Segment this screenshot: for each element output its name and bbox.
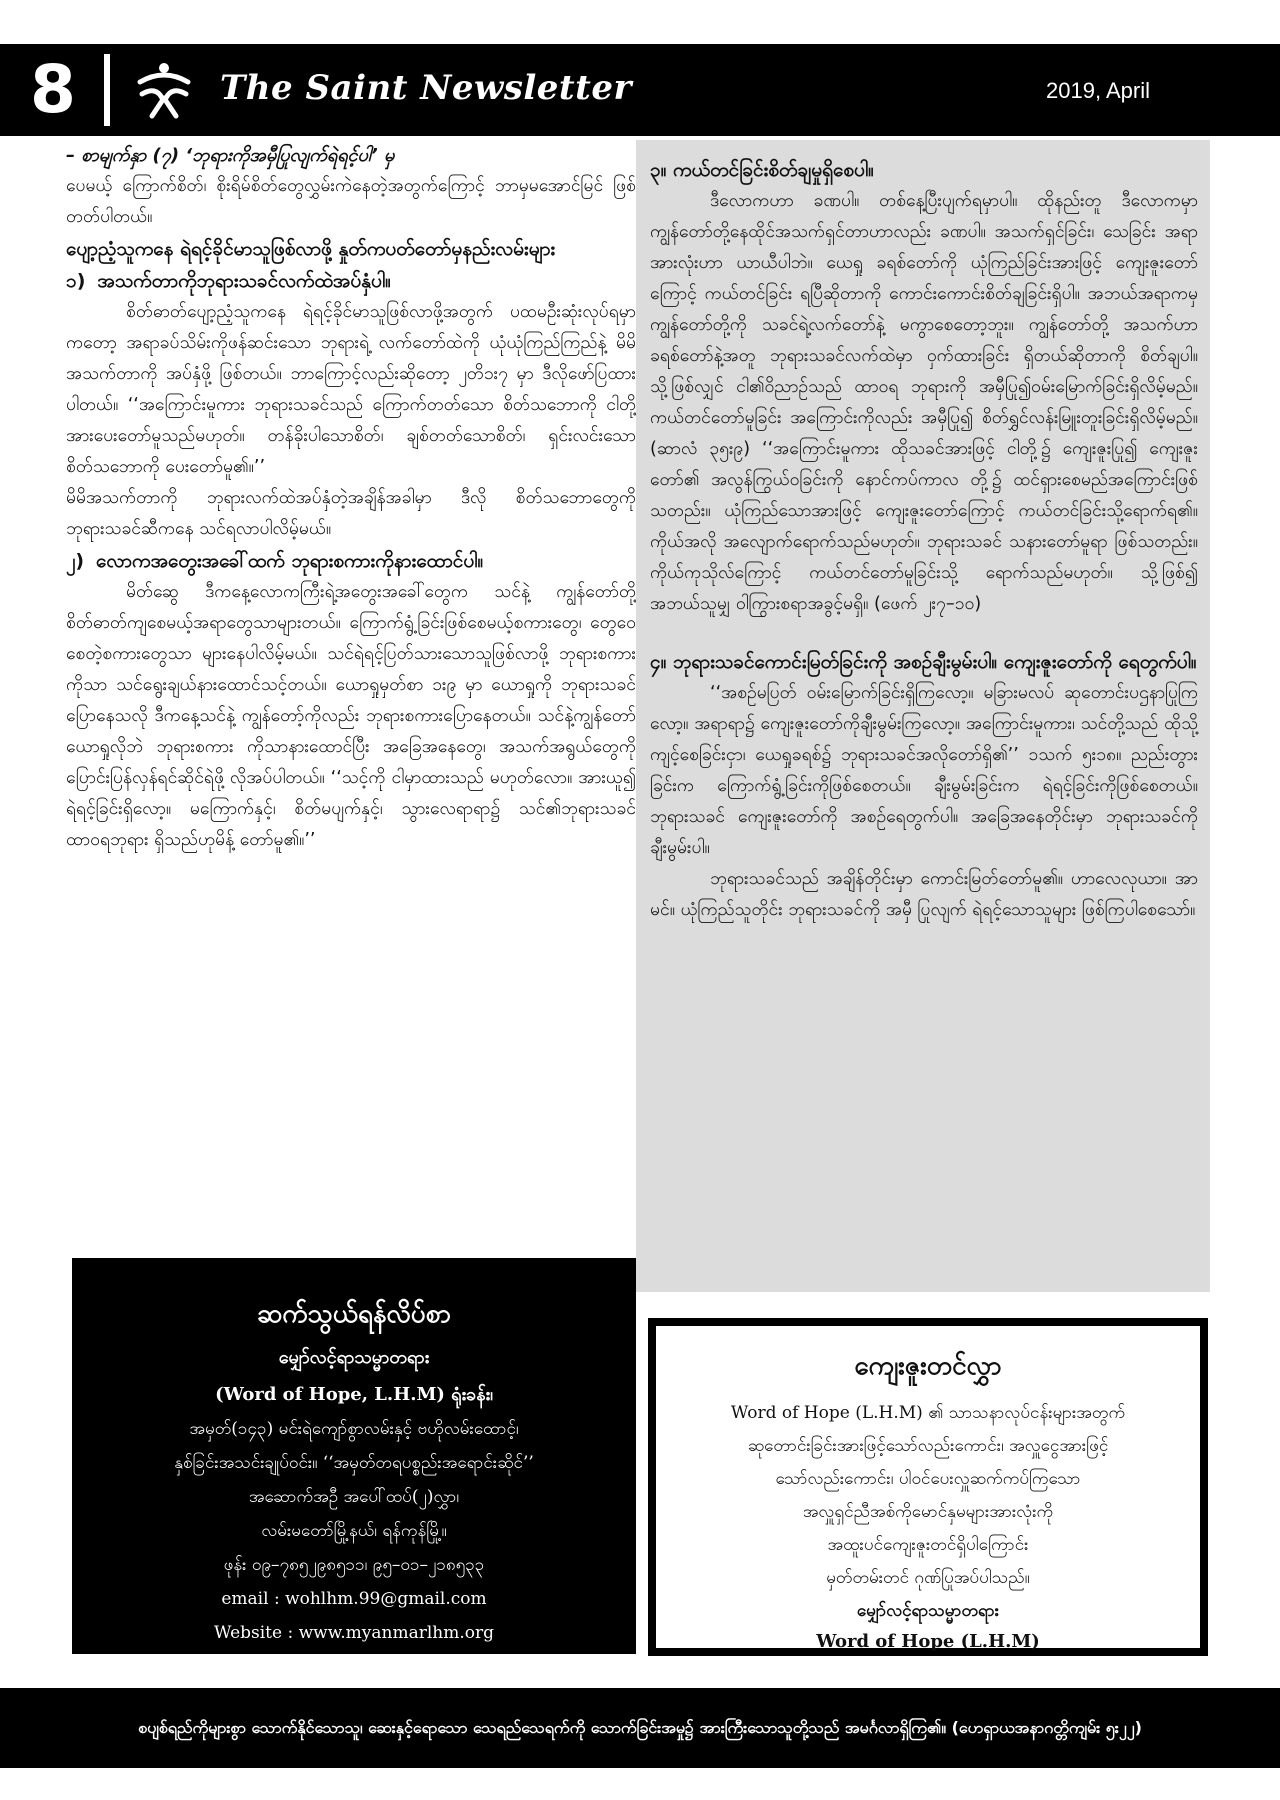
- section-2-paragraph: မိတ်ဆွေ ဒီကနေ့လောကကြီးရဲ့အတွေးအခေါ်တွေက သင်နဲ့ ကျွန်တော်တို့ စိတ်ဓာတ်ကျစေမယ့်အရာတွေသာများတယ်။ ကြောက်ရွံ့ခြင်းဖြစ်စေမယ့်စကားတွေ၊ တွေဝေစေတဲ့စကားတွေသာ များနေပါလိမ့်မယ်။ သင်ရဲရင့်ပြတ်သားသောသူဖြစ်လာဖို့ ဘုရားစကား ကိုသာ သင်ရွေးချယ်နားထောင်သင့်တယ်။ ယောရှုမှတ်စာ ၁း၉ မှာ ယောရှုကို ဘုရားသခင်ပြောနေသလို ဒီကနေ့သင်နဲ့ ကျွန်တော့်ကိုလည်း ဘုရားစကားပြောနေတယ်။ သင်နဲ့ကျွန်တော် ယောရှုလိုဘဲ ဘုရားစကား ကိုသာနားထောင်ပြီး အခြေအနေတွေ၊ အသက်အရွယ်တွေကို ပြောင်းပြန်လှန်ရင်ဆိုင်ရဲဖို့ လိုအပ်ပါတယ်။ ‘‘သင့်ကို ငါမှာထားသည် မဟုတ်လော။ အားယူ၍ ရဲရင့်ခြင်းရှိလော့။ မကြောက်နှင့်၊ စိတ်မပျက်နှင့်၊ သွားလေရာရာ၌ သင်၏ဘုရားသခင်ထာဝရဘုရား ရှိသည်ဟုမိန့် တော်မူ၏။’’: [66, 582, 636, 850]
- section-1-number: ၁): [66, 270, 86, 292]
- contact-org: မျှော်လင့်ရာသမ္မာတရား: [278, 1347, 430, 1368]
- newsletter-name: The Saint Newsletter: [220, 68, 632, 108]
- section-1-heading: [66, 265, 636, 297]
- contact-phone: ဖုန်း ၀၉–၇၈၅၂၉၈၅၁၁၊ ၉၅–၀၁–၂၁၈၅၃၃: [223, 1555, 485, 1575]
- thank-you-box: [648, 1318, 1208, 1656]
- section-4-paragraph: ‘‘အစဉ်မပြတ် ဝမ်းမြောက်ခြင်းရှိကြလော့။ မခြားမလပ် ဆုတောင်းပဌနာပြုကြလော့။ အရာရာ၌ ကျေးဇူးတော်ကိုချီးမွမ်းကြလော့။ အကြောင်းမူကား၊ သင်တို့သည် ထိုသို့ကျင့်စေခြင်းငှာ၊ ယေရှုခရစ်၌ ဘုရားသခင်အလိုတော်ရှိ၏’’ ၁သက် ၅း၁၈။ ညည်းတွားခြင်းက ကြောက်ရွံ့ခြင်းကိုဖြစ်စေတယ်။ ချီးမွမ်းခြင်းက ရဲရင့်ခြင်းကိုဖြစ်စေတယ်။ ဘုရားသခင် ကျေးဇူးတော်ကို အစဉ်ရေတွက်ပါ။ အခြေအနေတိုင်းမှာ ဘုရားသခင်ကိုချီးမွမ်းပါ။: [650, 683, 1198, 858]
- thanks-line: ဆုတောင်းခြင်းအားဖြင့်သော်လည်းကောင်း၊ အလှူငွေအားဖြင့်: [747, 1436, 1109, 1456]
- thanks-title: ကျေးဇူးတင်လွှာ: [854, 1351, 1002, 1381]
- thanks-line: အလှူရှင်ညီအစ်ကိုမောင်နှမများအားလုံးကို: [802, 1502, 1054, 1522]
- page-header: [0, 44, 1280, 136]
- footer-quote-bar: [0, 1688, 1280, 1768]
- contact-title: ဆက်သွယ်ရန်လိပ်စာ: [257, 1299, 451, 1329]
- thanks-line: သော်လည်းကောင်း၊ ပါဝင်ပေးလှူဆက်ကပ်ကြသော: [775, 1469, 1081, 1489]
- thanks-line: Word of Hope (L.H.M) ၏ သာသနာလုပ်ငန်းများအတွက်: [730, 1403, 1126, 1423]
- section-3-paragraph: ဒီလောကဟာ ခဏပါ။ တစ်နေ့ပြီးပျက်ရမှာပါ။ ထိုနည်းတူ ဒီလောကမှာ ကျွန်တော်တို့နေထိုင်အသက်ရှင်တာဟာလည်း ခဏပါ။ အသက်ရှင်ခြင်း၊ သေခြင်း အရာအားလုံးဟာ ယာယီပါဘဲ။ ယေရှု ခရစ်တော်ကို ယုံကြည်ခြင်းအားဖြင့် ကျေးဇူးတော်ကြောင့် ကယ်တင်ခြင်း ရပြီဆိုတာကို ကောင်းကောင်းစိတ်ချခြင်းရှိပါ။ အဘယ်အရာကမှ ကျွန်တော်တို့ကို သခင်ရဲ့လက်တော်နဲ့ မကွာစေတော့ဘူး။ ကျွန်တော်တို့ အသက်ဟာ ခရစ်တော်နဲ့အတူ ဘုရားသခင်လက်ထဲမှာ ဝှက်ထားခြင်း ရှိတယ်ဆိုတာကို စိတ်ချပါ။ သို့ဖြစ်လျှင် ငါ၏ဝိညာဉ်သည် ထာဝရ ဘုရားကို အမှီပြု၍ဝမ်းမြောက်ခြင်းရှိလိမ့်မည်။ ကယ်တင်တော်မူခြင်း အကြောင်းကိုလည်း အမှီပြု၍ စိတ်ရွှင်လန်းမြူးတူးခြင်းရှိလိမ့်မည်။ (ဆာလံ ၃၅း၉) ‘‘အကြောင်းမူကား ထိုသခင်အားဖြင့် ငါတို့၌ ကျေးဇူးပြု၍ ကျေးဇူးတော်၏ အလွန်ကြွယ်ဝခြင်းကို နောင်ကပ်ကာလ တို့၌ ထင်ရှားစေမည်အကြောင်းဖြစ်သတည်း။ ယုံကြည်သောအားဖြင့် ကျေးဇူးတော်ကြောင့် ကယ်တင်ခြင်းသို့ရောက်ရ၏။ ကိုယ်အလို အလျောက်ရောက်သည်မဟုတ်။ ဘုရားသခင် သနားတော်မူရာ ဖြစ်သတည်း။ ကိုယ်ကုသိုလ်ကြောင့် ကယ်တင်တော်မူခြင်းသို့ ရောက်သည်မဟုတ်။ သို့ဖြစ်၍ အဘယ်သူမျှ ဝါကြွားစရာအခွင့်မရှိ။ (ဖေက် ၂း၇–၁၀): [650, 191, 1198, 614]
- contact-address-box: [72, 1258, 636, 1654]
- section-2-title: လောကအတွေးအခေါ်ထက် ဘုရားစကားကိုနားထောင်ပါ။: [96, 550, 484, 572]
- contact-address-line: နှစ်ခြင်းအသင်းချုပ်ဝင်း။ ‘‘အမှတ်တရပစ္စည်းအရောင်းဆိုင်’’: [174, 1453, 534, 1473]
- thanks-line: အထူးပင်ကျေးဇူးတင်ရှိပါကြောင်း: [827, 1535, 1029, 1555]
- section-2-number: ၂): [66, 550, 85, 572]
- header-divider: [104, 54, 110, 126]
- thanks-signature-en: Word of Hope (L.H.M): [816, 1631, 1040, 1652]
- intro-paragraph: ပေမယ့် ကြောက်စိတ်၊ စိုးရိမ်စိတ်တွေလွှမ်းကဲနေတဲ့အတွက်ကြောင့် ဘာမှမအောင်မြင် ဖြစ်တတ်ပါတယ်။: [66, 176, 636, 227]
- contact-address-line: အဆောက်အဦ အပေါ်ထပ်(၂)လွှာ၊: [248, 1487, 460, 1507]
- section-1-paragraph: စိတ်ဓာတ်ပျော့ညံ့သူကနေ ရဲရင့်ခိုင်မာသူဖြစ်လာဖို့အတွက် ပထမဦးဆုံးလုပ်ရမှာကတော့ အရာခပ်သိမ်းကိုဖန်ဆင်းသော ဘုရားရဲ့ လက်တော်ထဲကို ယုံယုံကြည်ကြည်နဲ့ မိမိအသက်တာကို အပ်နှံဖို့ ဖြစ်တယ်။ ဘာကြောင့်လည်းဆိုတော့ ၂တိ၁း၇ မှာ ဒီလိုဖော်ပြထား ပါတယ်။ ‘‘အကြောင်းမူကား ဘုရားသခင်သည် ကြောက်တတ်သော စိတ်သဘောကို ငါတို့အားပေးတော်မူသည်မဟုတ်။ တန်ခိုးပါသောစိတ်၊ ချစ်တတ်သောစိတ်၊ ရှင်းလင်းသောစိတ်သဘောကို ပေးတော်မူ၏။’’: [66, 302, 636, 477]
- section-1-title: အသက်တာကိုဘုရားသခင်လက်ထဲအပ်နှံပါ။: [97, 270, 391, 292]
- section-1-paragraph-2: မိမိအသက်တာကို ဘုရားလက်ထဲအပ်နှံတဲ့အချိန်အခါမှာ ဒီလို စိတ်သဘောတွေကို ဘုရားသခင်ဆီကနေ သင်ရလာပါလိမ့်မယ်။: [66, 488, 636, 539]
- section-3-heading: ၃။ ကယ်တင်ခြင်းစိတ်ချမှုရှိစေပါ။: [650, 159, 874, 181]
- issue-date: 2019, April: [1046, 78, 1150, 103]
- page-number: 8: [30, 51, 76, 128]
- saint-logo-icon: [132, 58, 196, 122]
- footer-quote: စပျစ်ရည်ကိုများစွာ သောက်နိုင်သောသူ၊ ဆေးနှင့်ရောသော သေရည်သေရက်ကို သောက်ခြင်းအမှု၌ အားကြီးသောသူတို့သည် အမင်္ဂလာရှိကြ၏။ (ဟေရှာယအနာဂတ္တိကျမ်း ၅း၂၂): [138, 1718, 1142, 1737]
- thanks-signature: မျှော်လင့်ရာသမ္မာတရား: [856, 1601, 1000, 1621]
- right-column: [636, 140, 1210, 1292]
- section-4-heading: ၄။ ဘုရားသခင်ကောင်းမြတ်ခြင်းကို အစဉ်ချီးမွမ်းပါ။ ကျေးဇူးတော်ကို ရေတွက်ပါ။: [650, 651, 1197, 673]
- left-column: [66, 140, 636, 1255]
- contact-website: Website : www.myanmarlhm.org: [213, 1623, 494, 1643]
- main-heading: ပျော့ညံ့သူကနေ ရဲရင့်ခိုင်မာသူဖြစ်လာဖို့ နှုတ်ကပတ်တော်မှနည်းလမ်းများ: [66, 238, 556, 260]
- section-4-paragraph-2: ဘုရားသခင်သည် အချိန်တိုင်းမှာ ကောင်းမြတ်တော်မူ၏။ ဟာလေလုယာ။ အာမင်။ ယုံကြည်သူတိုင်း ဘုရားသခင်ကို အမှီ ပြုလျက် ရဲရင့်သောသူများ ဖြစ်ကြပါစေသော်။: [650, 869, 1198, 920]
- contact-email: email : wohlhm.99@gmail.com: [221, 1589, 487, 1609]
- contact-address-line: အမှတ်(၁၄၃) မင်းရဲကျော်စွာလမ်းနှင့် ဗဟိုလမ်းထောင့်၊: [189, 1419, 519, 1439]
- contact-address-line: လမ်းမတော်မြို့နယ်၊ ရန်ကုန်မြို့။: [261, 1521, 447, 1541]
- thanks-line: မှတ်တမ်းတင် ဂုဏ်ပြုအပ်ပါသည်။: [826, 1568, 1030, 1588]
- continued-from-line: – စာမျက်နှာ (၇) ‘ဘုရားကိုအမှီပြုလျက်ရဲရင့်ပါ’ မှ: [66, 145, 395, 166]
- section-2-heading: [66, 545, 636, 577]
- contact-org-en: (Word of Hope, L.H.M) ရုံးခန်း၊: [215, 1384, 493, 1405]
